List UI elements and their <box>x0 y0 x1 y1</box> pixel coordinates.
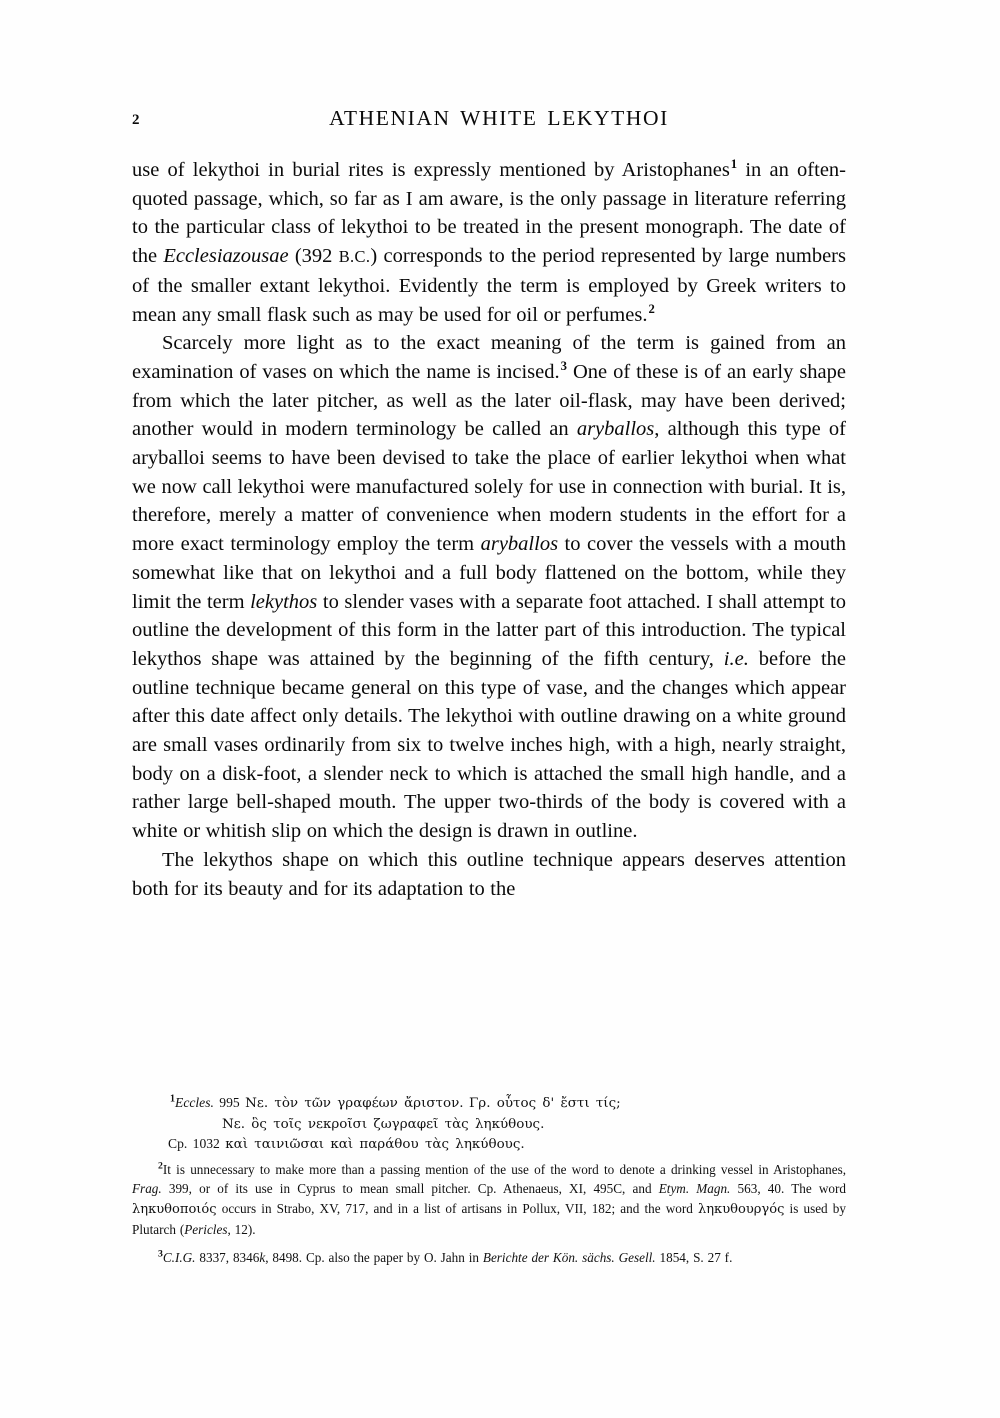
footnote-2 <box>132 1160 846 1239</box>
p1-text-4: ) corresponds to the period represented by large numbers of the smaller extant lekythoi. Evidently the term is employed by Greek writers to mean any small flask such as may be used for oil or perfumes. <box>132 245 846 326</box>
footnote-1-greek-1: Νε. τὸν τῶν γραφέων ἄριστον. <box>245 1096 464 1111</box>
footnote-1-greek-4: καὶ ταινιῶσαι καὶ παράθου τὰς ληκύθους. <box>225 1137 525 1153</box>
footnote-2-italic-frag: Frag. <box>132 1181 162 1197</box>
p2-text-4: to cover the vessels with a mouth somewhat like that on lekythoi and a full body flattened on the bottom, while they limit the term <box>132 533 847 613</box>
footnote-1-line-1 <box>132 1093 846 1114</box>
footnote-ref-3[interactable]: 3 <box>560 359 567 374</box>
footnote-3-italic-cig: C.I.G. <box>162 1250 196 1266</box>
footnote-2-marker: 2 <box>158 1160 163 1172</box>
running-head <box>132 106 844 136</box>
page-number: 2 <box>132 112 140 128</box>
footnote-3-text-3: 1854, S. 27 f. <box>655 1250 733 1266</box>
p2-text-3: , although this type of aryballoi seems to have been devised to take the place of earlier lekythoi when what we now call lekythoi were manufactured solely for use in connection with burial. It is, therefore, merely a matter of convenience when modern students in the effort for a more exact terminology employ the term <box>132 418 846 556</box>
footnote-1-line-2 <box>132 1114 846 1135</box>
p1-text-2: in an often-quoted passage, which, so far as I am aware, is the only passage in literature referring to the particular class of lekythoi to be treated in the present monograph. The date of the <box>132 159 846 268</box>
footnote-3-text-2: , 8498. Cp. also the paper by O. Jahn in <box>265 1250 483 1266</box>
p1-text-1: use of lekythoi in burial rites is expressly mentioned by Aristophanes <box>132 159 730 181</box>
page-title: ATHENIAN WHITE LEKYTHOI <box>329 106 669 130</box>
p3-text-1: The lekythos shape on which this outline technique appears deserves attention both for its beauty and for its adaptation to the <box>132 848 846 900</box>
footnote-3-italic-k: k <box>259 1250 266 1266</box>
p2-text-6: before the outline technique became general on this type of vase, and the changes which appear after this date affect only details. The lekythoi with outline drawing on a white ground are small vases ordinarily from six to twelve inches high, with a high, nearly straight, body on a disk-foot, a slender neck to which is attached the small high handle, and a rather large bell-shaped mouth. The upper two-thirds of the body is covered with a white or whitish slip on which the design is drawn in outline. <box>132 647 846 843</box>
footnote-2-text-6: , 12). <box>227 1221 256 1237</box>
footnote-3-italic-berichte: Berichte der Kön. sächs. Gesell. <box>482 1250 656 1266</box>
footnote-1-marker: 1 <box>170 1093 176 1105</box>
p2-text-5: to slender vases with a separate foot attached. I shall attempt to outline the development of this form in the latter part of this introduction. The typical lekythos shape was attained by the beginning of the fifth century, <box>132 590 846 670</box>
footnote-3-text-1: 8337, 8346 <box>195 1250 260 1266</box>
p1-smallcaps-bc: B.C. <box>338 247 371 267</box>
p2-italic-aryballos-2: aryballos <box>480 533 559 556</box>
body-text-block <box>132 156 846 903</box>
p1-text-3: (392 <box>288 245 339 268</box>
footnote-2-text-2: 399, or of its use in Cyprus to mean small pitcher. Cp. Athenaeus, XI, 495C, and <box>161 1181 659 1197</box>
footnote-2-greek-2: ληκυθουργός <box>697 1201 785 1217</box>
p2-italic-ie: i.e. <box>723 647 749 670</box>
p1-italic-ecclesiazousae: Ecclesiazousae <box>163 245 289 268</box>
footnote-1-line-3 <box>132 1134 846 1155</box>
footnotes-block <box>132 1093 846 1268</box>
footnote-1-greek-3: Νε. ὃς τοῖς νεκροῖσι ζωγραφεῖ τὰς ληκύθους. <box>222 1116 545 1132</box>
paragraph-3 <box>132 846 846 903</box>
footnote-2-text-4: occurs in Strabo, XV, 717, and in a list of artisans in Pollux, VII, 182; and the word <box>216 1200 698 1216</box>
footnote-3-marker: 3 <box>158 1248 163 1260</box>
paragraph-2 <box>132 329 846 846</box>
footnote-ref-2[interactable]: 2 <box>648 301 655 316</box>
p2-text-1: Scarcely more light as to the exact meaning of the term is gained from an examination of vases on which the name is incised. <box>132 332 846 383</box>
footnote-1-text-3: Cp. 1032 <box>168 1136 226 1152</box>
footnote-1-text-1: 995 <box>213 1095 246 1110</box>
footnote-1-italic-eccles: Eccles. <box>175 1095 214 1110</box>
footnote-2-italic-pericles: Pericles <box>184 1221 228 1237</box>
footnote-2-greek-1: ληκυθοποιός <box>132 1201 217 1217</box>
footnote-2-text-5: is used by Plutarch ( <box>132 1200 846 1237</box>
paragraph-1 <box>132 156 846 329</box>
footnote-2-text-1: It is unnecessary to make more than a passing mention of the use of the word to denote a drinking vessel in Aristophanes, <box>162 1161 846 1177</box>
footnote-2-text-3: 563, 40. The word <box>730 1181 846 1197</box>
footnote-3 <box>132 1248 846 1268</box>
footnote-2-italic-etym-magn: Etym. Magn. <box>658 1181 731 1197</box>
footnote-ref-1[interactable]: 1 <box>730 157 738 172</box>
p2-italic-aryballos-1: aryballos <box>576 418 655 441</box>
p2-text-2: One of these is of an early shape from which the later pitcher, as well as the later oil-flask, may have been derived; another would in modern terminology be called an <box>132 360 846 441</box>
p2-italic-lekythos: lekythos <box>250 590 318 613</box>
footnote-1-greek-2: Γρ. οὗτος δ' ἔστι τίς; <box>468 1096 621 1111</box>
